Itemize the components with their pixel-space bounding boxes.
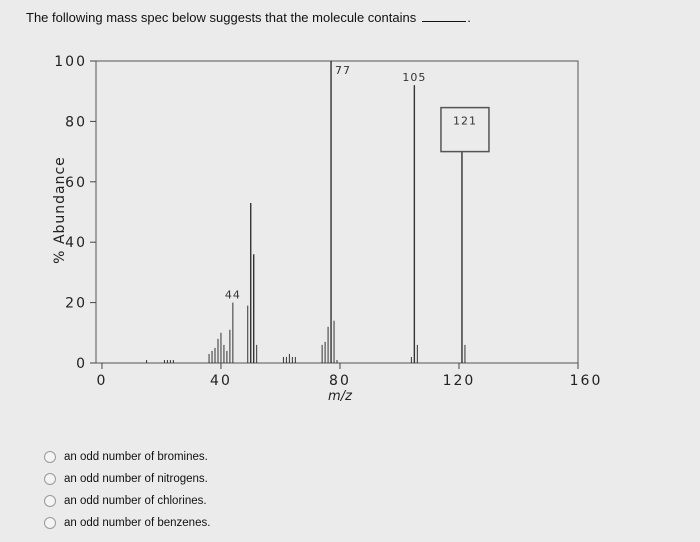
peak-label: 44 bbox=[224, 288, 241, 302]
option-bromines[interactable] bbox=[44, 446, 210, 468]
option-label: an odd number of nitrogens. bbox=[64, 473, 208, 485]
question-end: . bbox=[467, 10, 471, 25]
y-tick-label: 0 bbox=[76, 356, 87, 372]
answer-options bbox=[44, 446, 210, 534]
y-tick-label: 20 bbox=[65, 295, 87, 312]
option-nitrogens[interactable] bbox=[44, 468, 210, 490]
option-label: an odd number of bromines. bbox=[64, 451, 208, 463]
radio-button[interactable] bbox=[44, 495, 56, 507]
option-chlorines[interactable] bbox=[44, 490, 210, 512]
option-label: an odd number of benzenes. bbox=[64, 517, 211, 529]
y-axis-label: % Abundance bbox=[52, 156, 68, 264]
x-tick-label: 0 bbox=[96, 373, 108, 389]
radio-button[interactable] bbox=[44, 517, 56, 529]
peak-label: 121 bbox=[452, 114, 477, 128]
y-tick-label: 80 bbox=[65, 114, 87, 131]
radio-button[interactable] bbox=[44, 473, 56, 485]
x-tick-label: 40 bbox=[210, 373, 232, 389]
y-tick-label: 40 bbox=[65, 235, 87, 252]
option-benzenes[interactable] bbox=[44, 512, 210, 534]
peak-label: 105 bbox=[402, 71, 427, 85]
y-tick-label: 100 bbox=[54, 54, 87, 70]
plot-frame bbox=[96, 61, 578, 363]
x-tick-label: 80 bbox=[329, 373, 351, 389]
x-tick-label: 120 bbox=[442, 373, 476, 389]
x-axis-label: m/z bbox=[328, 389, 352, 404]
peak-label: 77 bbox=[335, 64, 352, 77]
radio-button[interactable] bbox=[44, 451, 56, 463]
question-prompt: The following mass spec below suggests that the molecule contains bbox=[26, 10, 417, 25]
option-label: an odd number of chlorines. bbox=[64, 495, 207, 507]
x-tick-label: 160 bbox=[569, 373, 603, 389]
y-tick-label: 60 bbox=[65, 174, 87, 191]
